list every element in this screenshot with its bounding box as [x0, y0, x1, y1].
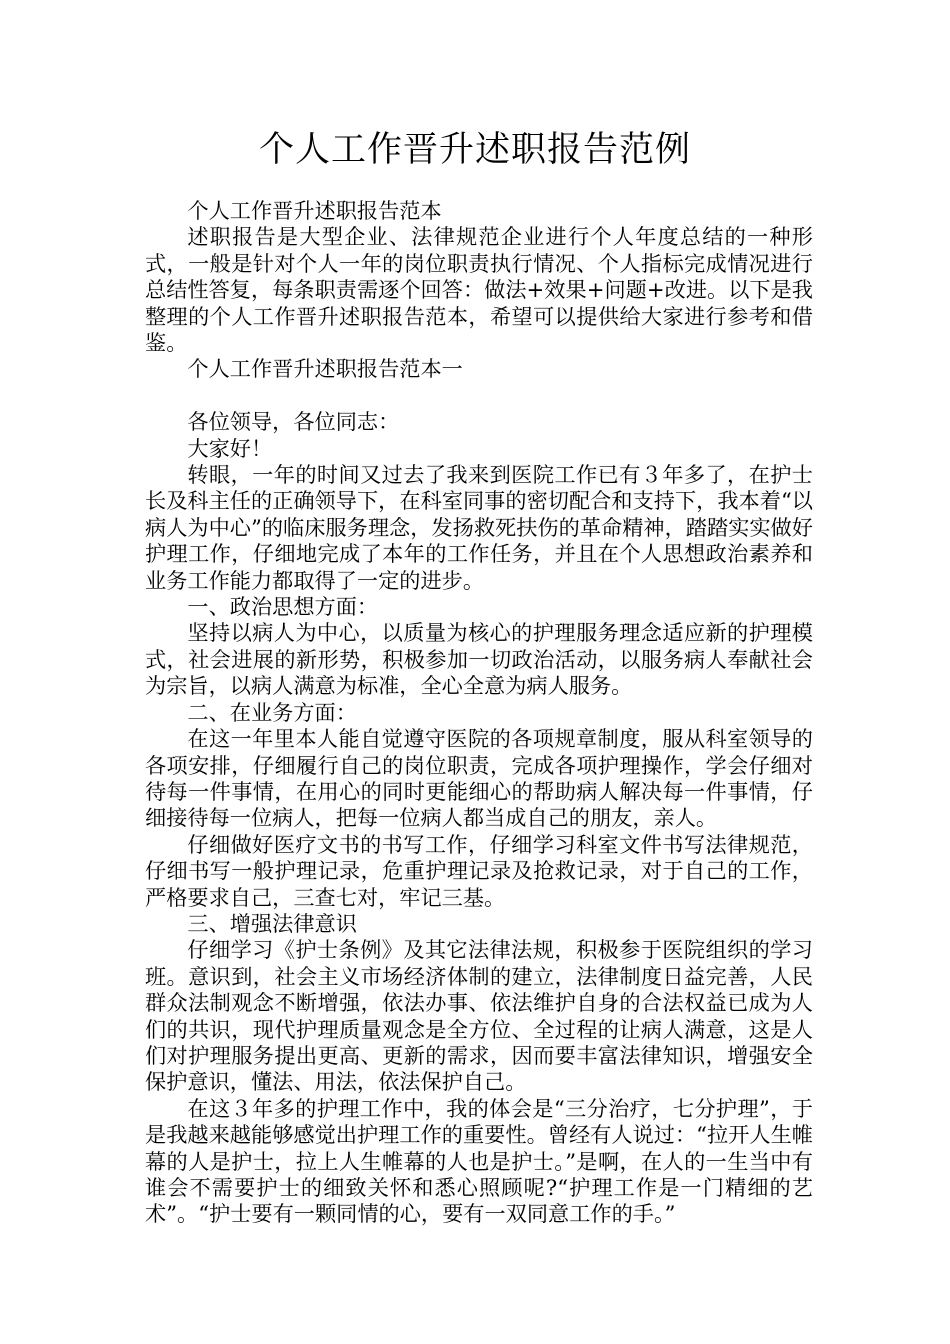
paragraph-intro: 述职报告是大型企业、法律规范企业进行个人年度总结的一种形式，一般是针对个人一年的岗位职责执行情况、个人指标完成情况进行总结性答复，每条职责需逐个回答：做法+效果+问题+改进。以下是我整理的个人工作晋升述职报告范本，希望可以提供给大家进行参考和借鉴。 [145, 224, 813, 356]
paragraph-heading-law: 三、增强法律意识 [187, 910, 357, 936]
paragraph-section-heading: 个人工作晋升述职报告范本一 [187, 356, 463, 382]
paragraph-summary: 转眼，一年的时间又过去了我来到医院工作已有３年多了，在护士长及科主任的正确领导下，在科室同事的密切配合和支持下，我本着“以病人为中心”的临床服务理念，发扬救死扶伤的革命精神，踏踏实实做好护理工作，仔细地完成了本年的工作任务，并且在个人思想政治素养和业务工作能力都取得了一定的进步。 [145, 462, 813, 593]
paragraph-documents: 仔细做好医疗文书的书写工作，仔细学习科室文件书写法律规范，仔细书写一般护理记录，危重护理记录及抢救记录，对于自己的工作，严格要求自己，三查七对，牢记三基。 [145, 831, 813, 910]
paragraph-intro-heading: 个人工作晋升述职报告范本 [187, 198, 442, 223]
paragraph-reflection: 在这３年多的护理工作中，我的体会是“三分治疗，七分护理”，于是我越来越能够感觉出护理工作的重要性。曾经有人说过：“拉开人生帷幕的人是护士，拉上人生帷幕的人也是护士。”是啊，在人的一生当中有谁会不需要护士的细致关怀和悉心照顾呢?“护理工作是一门精细的艺术”。“护士要有一颗同情的心，要有一双同意工作的手。” [145, 1095, 813, 1227]
paragraph-law: 仔细学习《护士条例》及其它法律法规，积极参于医院组织的学习班。意识到，社会主义市场经济体制的建立，法律制度日益完善，人民群众法制观念不断增强，依法办事、依法维护自身的合法权益已成为人们的共识，现代护理质量观念是全方位、全过程的让病人满意，这是人们对护理服务提出更高、更新的需求，因而要丰富法律知识，增强安全保护意识，懂法、用法，依法保护自己。 [145, 937, 813, 1095]
paragraph-salutation: 各位领导，各位同志： [187, 409, 400, 435]
blank-line [145, 383, 813, 409]
document-title: 个人工作晋升述职报告范例 [258, 130, 691, 170]
paragraph-heading-business: 二、在业务方面： [187, 699, 357, 725]
paragraph-business: 在这一年里本人能自觉遵守医院的各项规章制度，服从科室领导的各项安排，仔细履行自己的岗位职责，完成各项护理操作，学会仔细对待每一件事情，在用心的同时更能细心的帮助病人解决每一件事情，仔细接待每一位病人，把每一位病人都当成自己的朋友，亲人。 [145, 726, 813, 831]
document-body [145, 198, 813, 1228]
paragraph-political: 坚持以病人为中心，以质量为核心的护理服务理念适应新的护理模式，社会进展的新形势，积极参加一切政治活动，以服务病人奉献社会为宗旨，以病人满意为标准，全心全意为病人服务。 [145, 620, 813, 699]
paragraph-greeting: 大家好！ [187, 435, 273, 461]
paragraph-heading-political: 一、政治思想方面： [187, 594, 379, 620]
